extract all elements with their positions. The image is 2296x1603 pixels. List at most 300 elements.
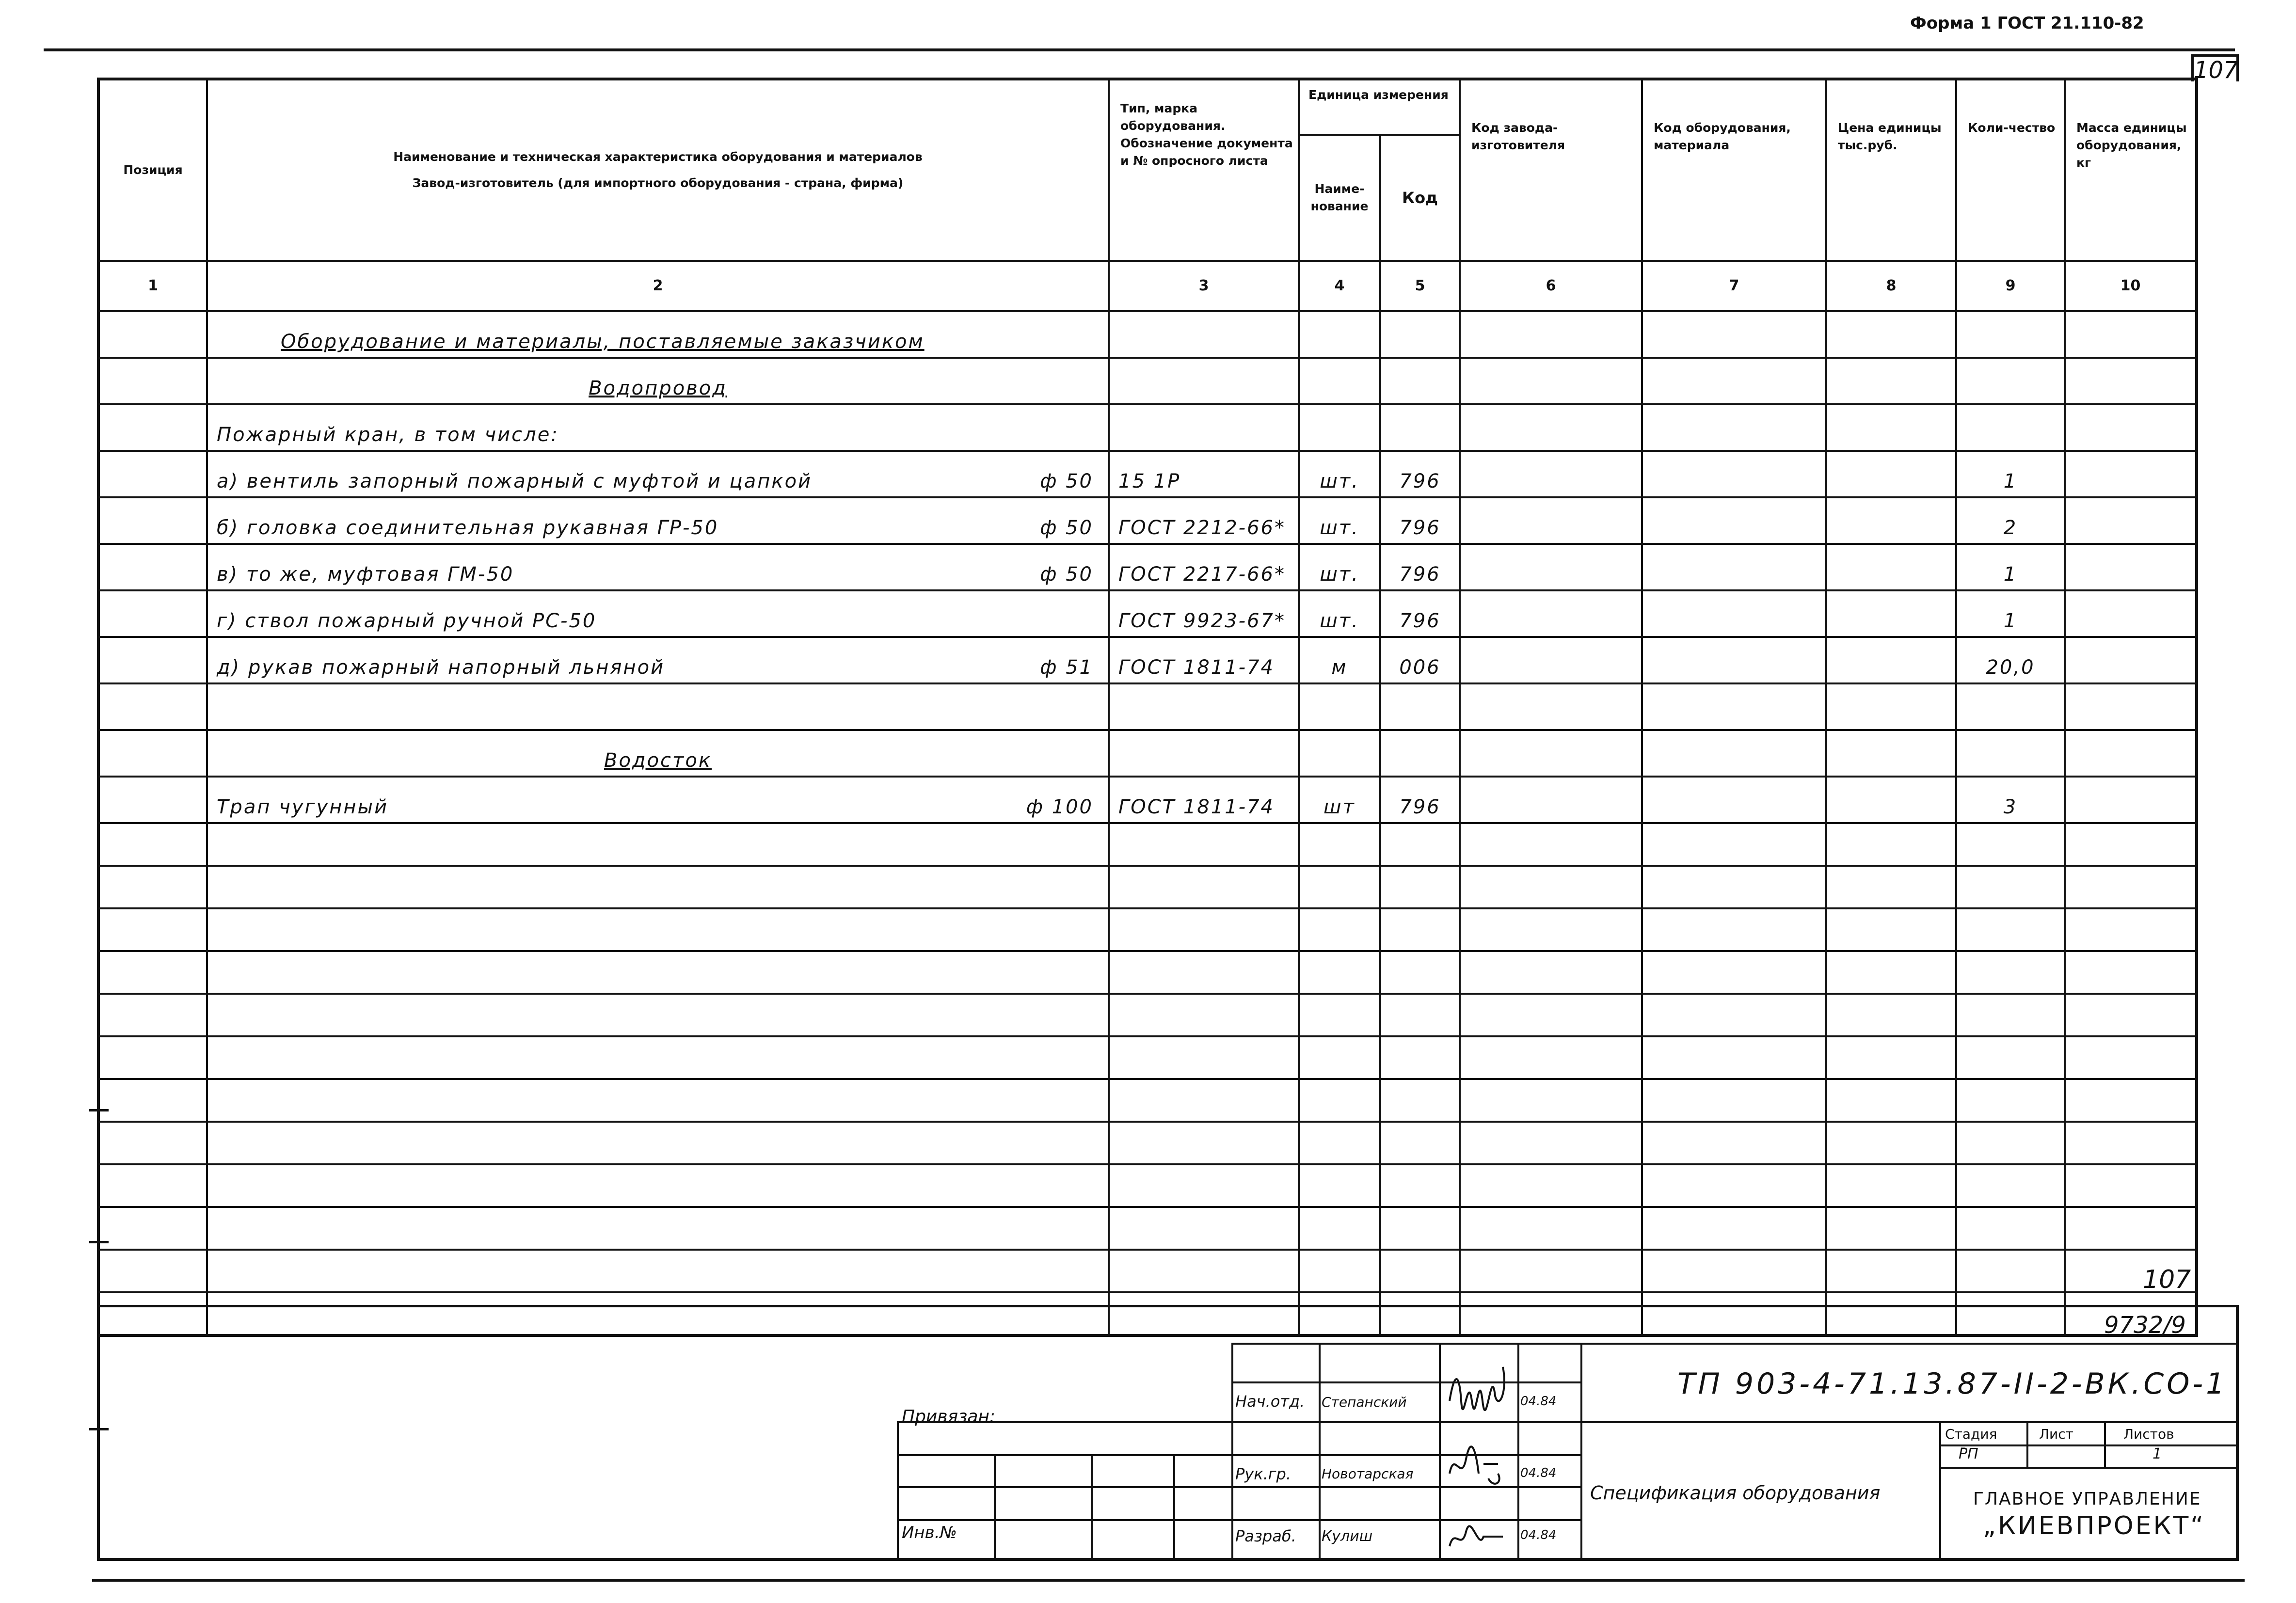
price-cell bbox=[1826, 823, 1956, 866]
unit-name-cell bbox=[1299, 1207, 1380, 1250]
top-rule bbox=[44, 48, 2235, 51]
equipment-code-cell bbox=[1642, 311, 1826, 358]
position-cell bbox=[98, 777, 207, 823]
unit-name-cell bbox=[1299, 951, 1380, 994]
signature-developer bbox=[1445, 1522, 1517, 1556]
staff-date: 04.84 bbox=[1520, 1528, 1557, 1542]
price-cell bbox=[1826, 730, 1956, 777]
table-row bbox=[98, 823, 2197, 866]
title-block-top-rule bbox=[97, 1305, 2239, 1307]
project-number: 9732/9 bbox=[2104, 1312, 2186, 1339]
factory-code-cell bbox=[1460, 683, 1642, 730]
item-name: Пожарный кран, в том числе: bbox=[217, 424, 559, 446]
equipment-code-cell bbox=[1642, 1207, 1826, 1250]
quantity-cell bbox=[1956, 823, 2065, 866]
item-name-cell bbox=[207, 866, 1109, 908]
column-number: 1 bbox=[98, 261, 207, 311]
header-equipment-code: Код оборудования, материала bbox=[1642, 79, 1826, 261]
unit-code-cell: 796 bbox=[1380, 451, 1460, 497]
position-cell bbox=[98, 1164, 207, 1207]
unit-code-cell bbox=[1380, 1079, 1460, 1122]
position-cell bbox=[98, 994, 207, 1036]
table-row bbox=[98, 637, 2197, 683]
table-row bbox=[98, 544, 2197, 590]
equipment-code-cell bbox=[1642, 404, 1826, 451]
position-cell bbox=[98, 951, 207, 994]
item-name-cell bbox=[207, 1164, 1109, 1207]
quantity-cell bbox=[1956, 1036, 2065, 1079]
header-price: Цена единицы тыс.руб. bbox=[1826, 79, 1956, 261]
header-type: Тип, марка оборудования. Обозначение документа и № опросного листа bbox=[1109, 79, 1299, 261]
type-cell: 15 1Р bbox=[1109, 451, 1299, 497]
table-row bbox=[98, 730, 2197, 777]
type-cell bbox=[1109, 1207, 1299, 1250]
item-name-cell bbox=[207, 994, 1109, 1036]
type-cell: ГОСТ 9923-67* bbox=[1109, 590, 1299, 637]
quantity-cell bbox=[1956, 358, 2065, 404]
unit-code-cell bbox=[1380, 866, 1460, 908]
quantity-cell bbox=[1956, 866, 2065, 908]
quantity-cell: 2 bbox=[1956, 497, 2065, 544]
unit-name-cell: м bbox=[1299, 637, 1380, 683]
price-cell bbox=[1826, 311, 1956, 358]
stamp-line bbox=[2026, 1421, 2028, 1467]
factory-code-cell bbox=[1460, 358, 1642, 404]
price-cell bbox=[1826, 544, 1956, 590]
mass-cell bbox=[2065, 1164, 2197, 1207]
unit-name-cell bbox=[1299, 866, 1380, 908]
factory-code-cell bbox=[1460, 1079, 1642, 1122]
equipment-code-cell bbox=[1642, 866, 1826, 908]
price-cell bbox=[1826, 497, 1956, 544]
item-name-cell bbox=[207, 1036, 1109, 1079]
document-code: ТП 903-4-71.13.87-II-2-ВК.СО-1 bbox=[1677, 1367, 2228, 1401]
type-cell: ГОСТ 1811-74 bbox=[1109, 777, 1299, 823]
price-cell bbox=[1826, 1250, 1956, 1292]
price-cell bbox=[1826, 683, 1956, 730]
price-cell bbox=[1826, 1164, 1956, 1207]
column-number: 5 bbox=[1380, 261, 1460, 311]
staff-name: Степанский bbox=[1322, 1394, 1407, 1410]
unit-code-cell bbox=[1380, 358, 1460, 404]
type-cell bbox=[1109, 311, 1299, 358]
item-name-cell bbox=[207, 1122, 1109, 1164]
unit-name-cell bbox=[1299, 358, 1380, 404]
column-number: 3 bbox=[1109, 261, 1299, 311]
specification-table bbox=[97, 78, 2198, 1337]
unit-code-cell bbox=[1380, 994, 1460, 1036]
table-row bbox=[98, 1207, 2197, 1250]
unit-code-cell bbox=[1380, 908, 1460, 951]
item-diameter: ф 100 bbox=[1026, 796, 1093, 818]
header-name bbox=[207, 79, 1109, 261]
price-cell bbox=[1826, 590, 1956, 637]
quantity-cell bbox=[1956, 311, 2065, 358]
factory-code-cell bbox=[1460, 908, 1642, 951]
type-cell bbox=[1109, 994, 1299, 1036]
item-name-cell bbox=[207, 1207, 1109, 1250]
type-cell bbox=[1109, 1250, 1299, 1292]
stamp-line bbox=[2104, 1421, 2106, 1467]
unit-name-cell bbox=[1299, 1164, 1380, 1207]
table-row bbox=[98, 1079, 2197, 1122]
unit-name-cell bbox=[1299, 1250, 1380, 1292]
unit-name-cell: шт bbox=[1299, 777, 1380, 823]
unit-code-cell: 006 bbox=[1380, 637, 1460, 683]
type-cell bbox=[1109, 358, 1299, 404]
specification-body bbox=[98, 311, 2197, 1335]
column-number: 7 bbox=[1642, 261, 1826, 311]
unit-code-cell bbox=[1380, 1122, 1460, 1164]
table-row bbox=[98, 1122, 2197, 1164]
factory-code-cell bbox=[1460, 637, 1642, 683]
factory-code-cell bbox=[1460, 730, 1642, 777]
equipment-code-cell bbox=[1642, 590, 1826, 637]
item-name: д) рукав пожарный напорный льняной bbox=[217, 656, 665, 679]
unit-name-cell bbox=[1299, 730, 1380, 777]
factory-code-cell bbox=[1460, 1036, 1642, 1079]
mass-cell bbox=[2065, 951, 2197, 994]
mass-cell bbox=[2065, 404, 2197, 451]
unit-name-cell: шт. bbox=[1299, 590, 1380, 637]
mass-cell bbox=[2065, 451, 2197, 497]
item-name-cell bbox=[207, 1250, 1109, 1292]
section-heading: Оборудование и материалы, поставляемые заказчиком bbox=[207, 311, 1109, 358]
position-cell bbox=[98, 683, 207, 730]
header-unit-group: Единица измерения bbox=[1299, 79, 1460, 135]
sheets-value: 1 bbox=[2152, 1445, 2162, 1462]
table-row bbox=[98, 951, 2197, 994]
price-cell bbox=[1826, 777, 1956, 823]
price-cell bbox=[1826, 951, 1956, 994]
unit-name-cell bbox=[1299, 1079, 1380, 1122]
mass-cell bbox=[2065, 1207, 2197, 1250]
unit-name-cell bbox=[1299, 1036, 1380, 1079]
item-name-cell bbox=[207, 637, 1109, 683]
section-heading: Водосток bbox=[207, 730, 1109, 777]
type-cell bbox=[1109, 1164, 1299, 1207]
quantity-cell: 20,0 bbox=[1956, 637, 2065, 683]
staff-name: Кулиш bbox=[1322, 1528, 1373, 1545]
item-name-cell bbox=[207, 451, 1109, 497]
stage-value: РП bbox=[1959, 1445, 1978, 1462]
position-cell bbox=[98, 866, 207, 908]
item-name: в) то же, муфтовая ГМ-50 bbox=[217, 563, 514, 586]
equipment-code-cell bbox=[1642, 908, 1826, 951]
stamp-line bbox=[1939, 1467, 2239, 1469]
stamp-line bbox=[897, 1421, 899, 1561]
position-cell bbox=[98, 404, 207, 451]
position-cell bbox=[98, 1036, 207, 1079]
position-cell bbox=[98, 497, 207, 544]
item-diameter: ф 50 bbox=[1040, 563, 1093, 586]
quantity-cell: 1 bbox=[1956, 590, 2065, 637]
type-cell bbox=[1109, 823, 1299, 866]
quantity-cell bbox=[1956, 994, 2065, 1036]
column-number: 10 bbox=[2065, 261, 2197, 311]
table-row bbox=[98, 866, 2197, 908]
factory-code-cell bbox=[1460, 451, 1642, 497]
factory-code-cell bbox=[1460, 823, 1642, 866]
staff-role: Разраб. bbox=[1235, 1527, 1296, 1545]
stamp-line bbox=[897, 1519, 1580, 1521]
factory-code-cell bbox=[1460, 994, 1642, 1036]
unit-name-cell: шт. bbox=[1299, 451, 1380, 497]
equipment-code-cell bbox=[1642, 1250, 1826, 1292]
unit-name-cell bbox=[1299, 404, 1380, 451]
quantity-cell bbox=[1956, 1164, 2065, 1207]
price-cell bbox=[1826, 908, 1956, 951]
mass-cell bbox=[2065, 311, 2197, 358]
price-cell bbox=[1826, 451, 1956, 497]
equipment-code-cell bbox=[1642, 358, 1826, 404]
stamp-line bbox=[897, 1421, 2239, 1423]
type-cell bbox=[1109, 683, 1299, 730]
mass-cell bbox=[2065, 590, 2197, 637]
form-reference: Форма 1 ГОСТ 21.110-82 bbox=[1910, 14, 2144, 33]
quantity-cell bbox=[1956, 908, 2065, 951]
equipment-code-cell bbox=[1642, 451, 1826, 497]
position-cell bbox=[98, 451, 207, 497]
unit-code-cell: 796 bbox=[1380, 544, 1460, 590]
factory-code-cell bbox=[1460, 1207, 1642, 1250]
sheet-label: Лист bbox=[2039, 1426, 2073, 1442]
unit-code-cell bbox=[1380, 1250, 1460, 1292]
bound-label: Привязан: bbox=[902, 1407, 996, 1427]
type-cell bbox=[1109, 730, 1299, 777]
table-row bbox=[98, 908, 2197, 951]
unit-name-cell: шт. bbox=[1299, 497, 1380, 544]
item-name-cell bbox=[207, 497, 1109, 544]
stamp-line bbox=[1439, 1343, 1441, 1561]
stamp-line bbox=[994, 1454, 996, 1561]
item-name-cell bbox=[207, 777, 1109, 823]
unit-code-cell bbox=[1380, 1036, 1460, 1079]
table-row bbox=[98, 311, 2197, 358]
price-cell bbox=[1826, 994, 1956, 1036]
unit-name-cell bbox=[1299, 683, 1380, 730]
column-number: 8 bbox=[1826, 261, 1956, 311]
header-unit-name: Наиме-нование bbox=[1299, 135, 1380, 261]
type-cell: ГОСТ 2212-66* bbox=[1109, 497, 1299, 544]
type-cell bbox=[1109, 1036, 1299, 1079]
type-cell bbox=[1109, 1122, 1299, 1164]
mass-cell bbox=[2065, 823, 2197, 866]
stamp-line bbox=[1173, 1454, 1175, 1561]
equipment-code-cell bbox=[1642, 1079, 1826, 1122]
staff-role: Рук.гр. bbox=[1235, 1465, 1292, 1483]
quantity-cell bbox=[1956, 1207, 2065, 1250]
header-position: Позиция bbox=[98, 79, 207, 261]
unit-name-cell bbox=[1299, 994, 1380, 1036]
quantity-cell bbox=[1956, 1250, 2065, 1292]
factory-code-cell bbox=[1460, 590, 1642, 637]
unit-code-cell bbox=[1380, 951, 1460, 994]
position-cell bbox=[98, 544, 207, 590]
position-cell bbox=[98, 1079, 207, 1122]
staff-role: Нач.отд. bbox=[1235, 1392, 1305, 1411]
unit-code-cell bbox=[1380, 1164, 1460, 1207]
quantity-cell: 3 bbox=[1956, 777, 2065, 823]
stamp-line bbox=[1580, 1343, 1582, 1561]
equipment-code-cell bbox=[1642, 777, 1826, 823]
stamp-line bbox=[1091, 1454, 1093, 1561]
table-row bbox=[98, 497, 2197, 544]
quantity-cell: 1 bbox=[1956, 544, 2065, 590]
stage-label: Стадия bbox=[1945, 1426, 1997, 1442]
price-cell bbox=[1826, 637, 1956, 683]
stamp-line bbox=[1231, 1381, 1580, 1383]
unit-code-cell bbox=[1380, 730, 1460, 777]
unit-code-cell bbox=[1380, 683, 1460, 730]
mass-cell bbox=[2065, 730, 2197, 777]
unit-name-cell bbox=[1299, 908, 1380, 951]
unit-code-cell bbox=[1380, 311, 1460, 358]
unit-code-cell bbox=[1380, 404, 1460, 451]
mass-cell bbox=[2065, 497, 2197, 544]
equipment-code-cell bbox=[1642, 637, 1826, 683]
equipment-code-cell bbox=[1642, 730, 1826, 777]
quantity-cell bbox=[1956, 1079, 2065, 1122]
sheet-corner-number: 107 bbox=[2191, 54, 2239, 81]
factory-code-cell bbox=[1460, 777, 1642, 823]
price-cell bbox=[1826, 1036, 1956, 1079]
unit-name-cell bbox=[1299, 1122, 1380, 1164]
price-cell bbox=[1826, 866, 1956, 908]
unit-code-cell bbox=[1380, 823, 1460, 866]
unit-name-cell: шт. bbox=[1299, 544, 1380, 590]
unit-name-cell bbox=[1299, 823, 1380, 866]
price-cell bbox=[1826, 1122, 1956, 1164]
item-name-cell bbox=[207, 1079, 1109, 1122]
factory-code-cell bbox=[1460, 404, 1642, 451]
section-heading: Водопровод bbox=[207, 358, 1109, 404]
stamp-line bbox=[1231, 1343, 1233, 1561]
item-name-cell bbox=[207, 590, 1109, 637]
item-name: б) головка соединительная рукавная ГР-50 bbox=[217, 517, 719, 539]
document-title: Спецификация оборудования bbox=[1590, 1482, 1881, 1504]
item-name-cell bbox=[207, 908, 1109, 951]
table-row bbox=[98, 451, 2197, 497]
table-row bbox=[98, 683, 2197, 730]
mass-cell bbox=[2065, 637, 2197, 683]
unit-code-cell: 796 bbox=[1380, 777, 1460, 823]
type-cell bbox=[1109, 1079, 1299, 1122]
item-name: Трап чугунный bbox=[217, 796, 389, 818]
type-cell: ГОСТ 1811-74 bbox=[1109, 637, 1299, 683]
organization-line1: ГЛАВНОЕ УПРАВЛЕНИЕ bbox=[1973, 1489, 2201, 1509]
staff-name: Новотарская bbox=[1322, 1466, 1414, 1482]
position-cell bbox=[98, 358, 207, 404]
unit-code-cell: 796 bbox=[1380, 497, 1460, 544]
position-cell bbox=[98, 1122, 207, 1164]
factory-code-cell bbox=[1460, 1122, 1642, 1164]
header-mass: Масса единицы оборудования, кг bbox=[2065, 79, 2197, 261]
equipment-code-cell bbox=[1642, 544, 1826, 590]
position-cell bbox=[98, 730, 207, 777]
header-factory-code: Код завода-изготовителя bbox=[1460, 79, 1642, 261]
item-name: г) ствол пожарный ручной РС-50 bbox=[217, 610, 597, 632]
item-diameter: ф 51 bbox=[1040, 656, 1093, 679]
equipment-code-cell bbox=[1642, 1164, 1826, 1207]
factory-code-cell bbox=[1460, 311, 1642, 358]
position-cell bbox=[98, 823, 207, 866]
item-name-cell bbox=[207, 823, 1109, 866]
header-name-line2: Завод-изготовитель (для импортного оборудования - страна, фирма) bbox=[412, 176, 904, 190]
stamp-line bbox=[1231, 1343, 2239, 1345]
bottom-rule bbox=[92, 1579, 2245, 1582]
equipment-code-cell bbox=[1642, 994, 1826, 1036]
factory-code-cell bbox=[1460, 866, 1642, 908]
type-cell: ГОСТ 2217-66* bbox=[1109, 544, 1299, 590]
unit-name-cell bbox=[1299, 311, 1380, 358]
item-name-cell bbox=[207, 544, 1109, 590]
position-cell bbox=[98, 590, 207, 637]
quantity-cell bbox=[1956, 951, 2065, 994]
table-row bbox=[98, 358, 2197, 404]
staff-date: 04.84 bbox=[1520, 1394, 1557, 1409]
factory-code-cell bbox=[1460, 1250, 1642, 1292]
stamp-line bbox=[1939, 1421, 1941, 1561]
quantity-cell: 1 bbox=[1956, 451, 2065, 497]
signature-group-leader bbox=[1445, 1444, 1517, 1493]
type-cell bbox=[1109, 908, 1299, 951]
table-row bbox=[98, 994, 2197, 1036]
item-name: а) вентиль запорный пожарный с муфтой и цапкой bbox=[217, 470, 813, 492]
unit-code-cell bbox=[1380, 1207, 1460, 1250]
inventory-label: Инв.№ bbox=[902, 1523, 957, 1542]
position-cell bbox=[98, 1207, 207, 1250]
position-cell bbox=[98, 908, 207, 951]
factory-code-cell bbox=[1460, 544, 1642, 590]
stamp-line bbox=[1319, 1343, 1321, 1561]
column-number: 9 bbox=[1956, 261, 2065, 311]
equipment-code-cell bbox=[1642, 683, 1826, 730]
mass-cell bbox=[2065, 683, 2197, 730]
equipment-code-cell bbox=[1642, 951, 1826, 994]
organization-line2: „КИЕВПРОЕКТ“ bbox=[1983, 1511, 2206, 1540]
price-cell bbox=[1826, 1079, 1956, 1122]
mass-cell bbox=[2065, 994, 2197, 1036]
sheet-number: 107 bbox=[2143, 1265, 2191, 1294]
equipment-code-cell bbox=[1642, 1122, 1826, 1164]
position-cell bbox=[98, 637, 207, 683]
position-cell bbox=[98, 311, 207, 358]
mass-cell bbox=[2065, 358, 2197, 404]
factory-code-cell bbox=[1460, 497, 1642, 544]
factory-code-cell bbox=[1460, 951, 1642, 994]
quantity-cell bbox=[1956, 730, 2065, 777]
quantity-cell bbox=[1956, 683, 2065, 730]
table-row bbox=[98, 777, 2197, 823]
mass-cell bbox=[2065, 1036, 2197, 1079]
header-name-line1: Наименование и техническая характеристика оборудования и материалов bbox=[393, 150, 923, 164]
unit-code-cell: 796 bbox=[1380, 590, 1460, 637]
table-row bbox=[98, 404, 2197, 451]
quantity-cell bbox=[1956, 404, 2065, 451]
stamp-line bbox=[1939, 1444, 2239, 1446]
item-name-cell bbox=[207, 404, 1109, 451]
item-diameter: ф 50 bbox=[1040, 517, 1093, 539]
mass-cell bbox=[2065, 1079, 2197, 1122]
header-quantity: Коли-чество bbox=[1956, 79, 2065, 261]
equipment-code-cell bbox=[1642, 1036, 1826, 1079]
table-row bbox=[98, 590, 2197, 637]
signature-head-of-department bbox=[1445, 1357, 1517, 1415]
mass-cell bbox=[2065, 908, 2197, 951]
type-cell bbox=[1109, 951, 1299, 994]
header-unit-code: Код bbox=[1380, 135, 1460, 261]
